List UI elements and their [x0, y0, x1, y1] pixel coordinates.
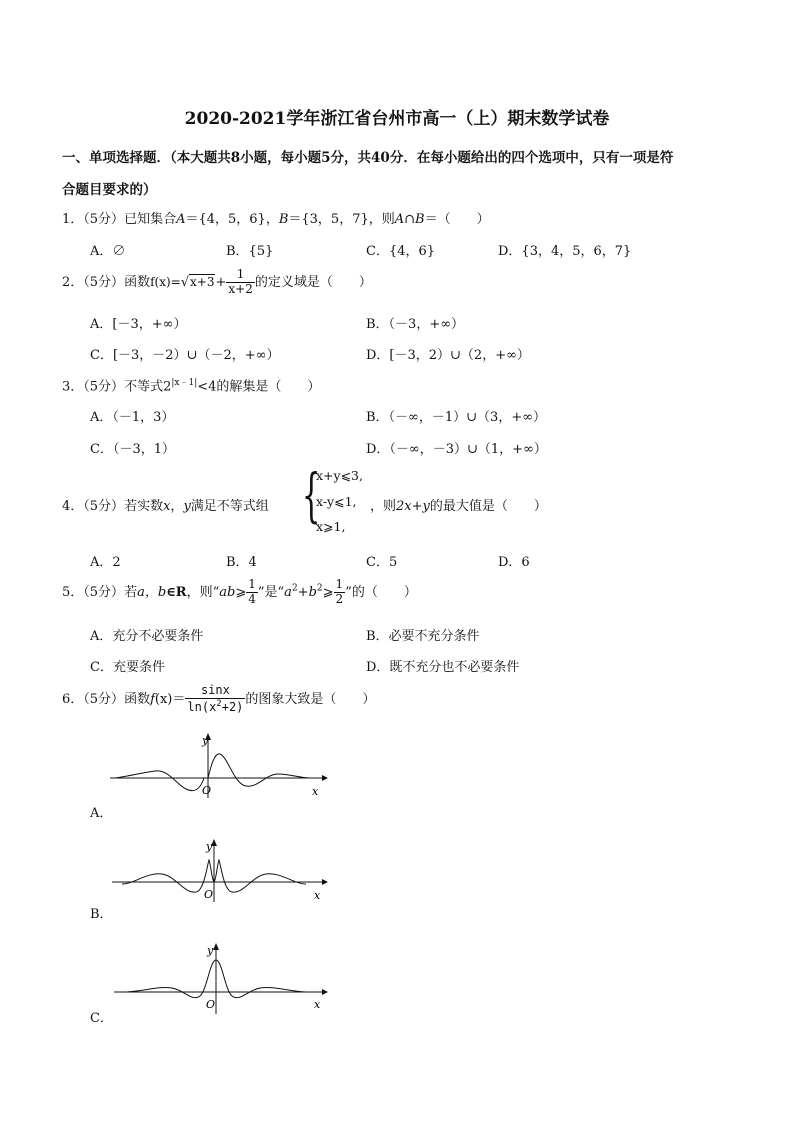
question-number: 4．: [62, 499, 84, 514]
section-header-line1: 一、单项选择题．（本大题共8小题，每小题5分，共40分．在每小题给出的四个选项中，只有一项是符: [62, 150, 674, 166]
sqrt-radicand: x+3: [190, 274, 215, 289]
fraction-denominator: 2: [335, 591, 344, 606]
variables: a，b: [137, 584, 167, 600]
system-brace: {: [302, 461, 321, 529]
question-2: [62, 268, 372, 297]
question-number: 5．: [62, 584, 84, 600]
function-name: f: [150, 691, 155, 707]
origin-label: O: [202, 784, 212, 797]
inequality: <4: [197, 379, 217, 395]
option-b: B．必要不充分条件: [366, 629, 480, 644]
var-y: y: [183, 499, 191, 514]
set-a: ＝{4，5，6}，: [185, 212, 279, 227]
x-label: x: [314, 998, 321, 1011]
option-b: B．{5}: [226, 244, 274, 259]
fraction-numerator: sinx: [185, 684, 245, 699]
option-c: C．5: [366, 555, 398, 570]
y-label: y: [202, 734, 209, 747]
option-d: D．6: [498, 555, 530, 570]
x-label: x: [314, 889, 321, 902]
question-tail: ”的（ ）: [345, 584, 417, 600]
option-d: D．（－∞，－3）∪（1，+∞）: [366, 442, 547, 457]
exponent: 2: [316, 583, 323, 594]
plus-sign: +: [215, 274, 227, 290]
option-a: A．充分不必要条件: [90, 629, 204, 644]
sqrt-sign: √: [180, 274, 190, 290]
question-6: [62, 684, 375, 715]
fraction: [226, 268, 254, 297]
denominator-part-b: +2): [221, 699, 244, 714]
question-stem-c: ，则: [370, 499, 397, 514]
question-score: （5分）: [83, 584, 125, 600]
graph-c-label: C．: [90, 1011, 113, 1026]
fraction-denominator: x+2: [228, 281, 253, 296]
question-score: （5分）: [83, 691, 125, 707]
x-axis-arrow: [322, 775, 328, 781]
question-1: [62, 208, 490, 227]
origin-label: O: [204, 888, 214, 901]
option-b: B．（－3，+∞）: [366, 317, 465, 332]
fraction-numerator: 1: [335, 577, 344, 591]
question-stem-b: ，则“: [186, 584, 220, 600]
question-score: （5分）: [83, 274, 125, 290]
function-fx: f(x)=: [150, 274, 181, 289]
option-a: A．2: [90, 555, 121, 570]
in-reals: ∈R: [166, 584, 187, 600]
question-number: 2．: [62, 274, 84, 290]
y-label: y: [207, 944, 214, 957]
question-stem: 已知集合: [124, 212, 177, 227]
option-d: D．[－3，2）∪（2，+∞）: [366, 348, 530, 363]
fraction: [185, 684, 245, 715]
term-a: a: [284, 584, 292, 600]
question-stem: 若: [124, 584, 138, 600]
set-b: ＝{3，5，7}，则: [288, 212, 395, 227]
graph-a-label: A．: [90, 806, 113, 821]
system-inequality-1: x+y⩽3,: [316, 468, 363, 483]
question-tail: 的解集是（ ）: [216, 379, 321, 395]
system-inequality-3: x⩾1,: [316, 519, 346, 534]
product-ab: ab: [219, 584, 236, 600]
set-b-name: B: [278, 212, 289, 227]
power-base: 2: [163, 379, 172, 395]
page-title: 2020-2021学年浙江省台州市高一（上）期末数学试卷: [184, 109, 610, 129]
fraction-quarter: [246, 578, 258, 607]
option-b: B．4: [226, 555, 257, 570]
question-tail: 的定义域是（ ）: [254, 274, 372, 290]
system-inequality-2: x-y⩽1,: [316, 494, 357, 509]
graph-curve: [115, 754, 310, 791]
question-number: 1．: [62, 212, 84, 227]
x-axis-arrow: [322, 879, 328, 885]
expr-a: A: [394, 212, 405, 227]
x-axis-arrow: [322, 989, 328, 995]
option-c: C．（－3，1）: [90, 442, 175, 457]
graph-a: [110, 730, 330, 800]
question-score: （5分）: [83, 379, 125, 395]
fraction-half: [334, 578, 346, 607]
section-header-line2: 合题目要求的）: [62, 182, 157, 198]
denominator-exponent: 2: [216, 698, 222, 709]
question-tail: 的最大值是（ ）: [429, 499, 547, 514]
question-score: （5分）: [83, 212, 125, 227]
var-x: x: [163, 499, 171, 514]
equals-sign: ＝: [172, 691, 186, 707]
option-a: A．∅: [90, 244, 126, 259]
option-b: B．（－∞，－1）∪（3，+∞）: [366, 410, 547, 425]
function-arg: (x): [154, 691, 173, 707]
question-tail: 的图象大致是（ ）: [245, 691, 376, 707]
power-exponent: |x﹣1|: [171, 378, 198, 388]
question-4-stem: [62, 495, 269, 514]
exponent: 2: [291, 583, 298, 594]
geq-symbol: ⩾: [235, 584, 247, 600]
question-3: [62, 375, 320, 394]
option-c: C．充要条件: [90, 660, 165, 675]
question-stem: 函数: [124, 691, 151, 707]
question-5: [62, 578, 417, 607]
option-a: A．（－1，3）: [90, 410, 175, 425]
term-b: b: [308, 584, 317, 600]
y-axis-arrow: [213, 943, 219, 950]
question-4-tail: [370, 495, 547, 514]
question-stem: 函数: [124, 274, 151, 290]
graph-b-label: B．: [90, 907, 113, 922]
option-d: D．{3，4，5，6，7}: [498, 244, 632, 259]
fraction-denominator: [185, 699, 245, 715]
option-c: C．{4，6}: [366, 244, 436, 259]
expr-b: B: [415, 212, 425, 227]
fraction-denominator: 4: [248, 591, 256, 606]
question-tail: ＝（ ）: [424, 212, 490, 227]
option-c: C．[－3，－2）∪（－2，+∞）: [90, 348, 280, 363]
denominator-part-a: ln(x: [187, 699, 217, 714]
graph-b: [112, 836, 332, 906]
cap-symbol: ∩: [404, 212, 416, 227]
fraction-numerator: 1: [226, 268, 254, 283]
graph-c: [114, 938, 334, 1018]
comma: ，: [170, 499, 184, 514]
fraction-numerator: 1: [248, 577, 256, 591]
set-a-name: A: [176, 212, 186, 227]
question-score: （5分）: [83, 499, 125, 514]
question-stem-b: 满足不等式组: [190, 499, 269, 514]
plus-sign: +: [297, 584, 309, 600]
option-a: A．[－3，+∞）: [90, 317, 187, 332]
target-expression: 2x+y: [396, 499, 430, 514]
question-stem: 不等式: [124, 379, 164, 395]
y-label: y: [206, 840, 213, 853]
option-d: D．既不充分也不必要条件: [366, 660, 520, 675]
question-mid: ”是“: [257, 584, 285, 600]
question-stem: 若实数: [124, 499, 164, 514]
question-number: 6．: [62, 691, 84, 707]
geq-symbol: ⩾: [322, 584, 334, 600]
x-label: x: [312, 785, 319, 798]
question-number: 3．: [62, 379, 84, 395]
origin-label: O: [206, 998, 216, 1011]
